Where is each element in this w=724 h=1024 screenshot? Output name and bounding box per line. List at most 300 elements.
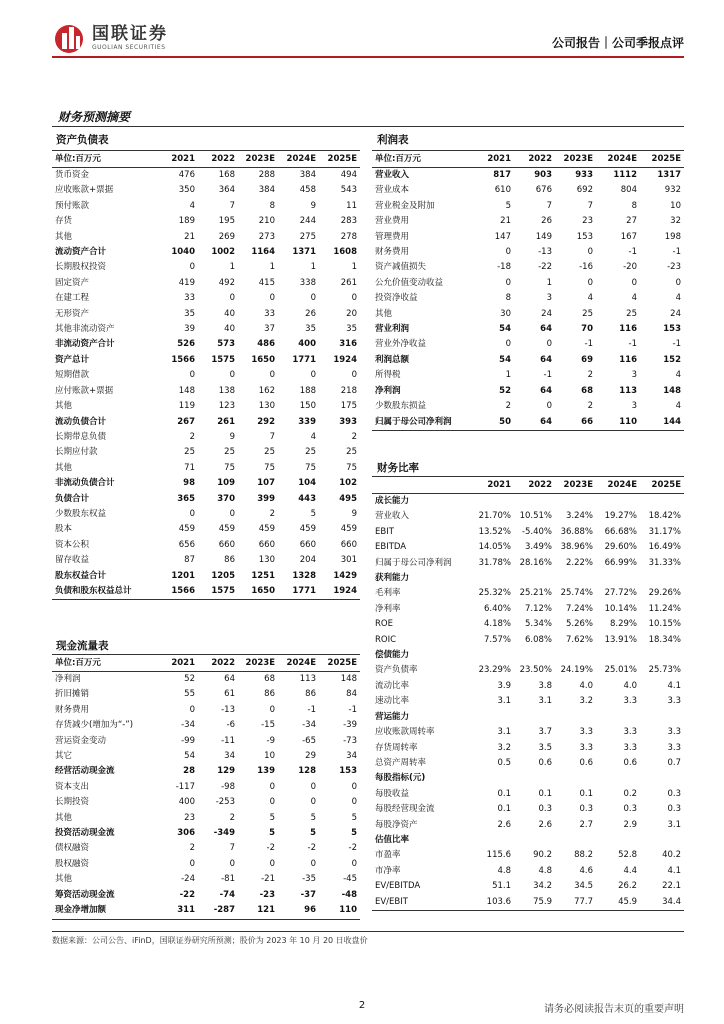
row-label: 负债和股东权益总计 — [52, 584, 158, 600]
row-label: 其他 — [55, 231, 73, 242]
cell-value: -73 — [343, 735, 357, 746]
cell-value: 150 — [299, 401, 316, 412]
row-label: 流动负债合计 — [55, 416, 107, 427]
cell-value: 399 — [257, 493, 275, 504]
row-label: 净利润 — [375, 385, 401, 396]
row-label: 股本 — [55, 524, 73, 535]
cell-value: 400 — [298, 339, 316, 350]
cell-value: 7.12% — [524, 603, 552, 614]
cell-value: 25.21% — [519, 588, 552, 599]
cell-value: 153 — [576, 231, 593, 242]
balance-sheet-table — [52, 150, 360, 600]
cell-value: 45.9 — [596, 895, 640, 911]
cell-value: 1 — [229, 262, 235, 273]
cell-value: 1201 — [171, 570, 195, 581]
cell-value: 458 — [299, 185, 316, 196]
cell-value: 5 — [310, 508, 316, 519]
column-header: 2025E — [319, 151, 360, 168]
cell-value: 55 — [184, 689, 195, 700]
table-row — [372, 802, 684, 817]
cell-value: 0 — [505, 277, 511, 288]
cell-value: -34 — [181, 720, 195, 731]
cell-value: 0 — [189, 508, 195, 519]
cell-value — [596, 571, 640, 586]
cell-value: 18.34% — [648, 634, 681, 645]
table-row — [372, 540, 684, 555]
cell-value — [640, 571, 684, 586]
cell-value: 0 — [351, 858, 357, 869]
cell-value: 0.5 — [497, 757, 511, 768]
table-row — [372, 895, 684, 911]
cell-value: 116 — [619, 354, 637, 365]
cell-value: 29.60% — [604, 542, 637, 553]
column-header: 单位:百万元 — [52, 151, 158, 168]
cell-value: 168 — [218, 170, 235, 180]
cell-value: -1 — [672, 339, 681, 350]
cell-value: 162 — [258, 385, 275, 396]
cell-value: 2 — [505, 401, 511, 412]
cell-value: 660 — [299, 539, 316, 550]
cell-value: 393 — [339, 416, 357, 427]
cell-value: 656 — [178, 539, 195, 550]
cell-value: -81 — [221, 874, 235, 885]
table-row — [52, 260, 360, 275]
cell-value: -24 — [181, 874, 195, 885]
cell-value: 610 — [494, 185, 511, 196]
cell-value: 306 — [177, 828, 195, 839]
row-label: 营业收入 — [375, 511, 410, 522]
table-header-row — [52, 151, 360, 168]
row-label: 存货减少(增加为“-”) — [55, 720, 134, 731]
table-row — [52, 168, 360, 184]
cell-value: -287 — [198, 903, 238, 919]
cell-value: 3.2 — [497, 742, 511, 753]
cell-value: 526 — [177, 339, 195, 350]
cell-value: 4.8 — [538, 865, 552, 876]
cell-value: 350 — [178, 185, 195, 196]
cell-value: 23.29% — [478, 665, 511, 676]
cell-value: 1575 — [211, 354, 235, 365]
row-label: 每股指标(元) — [375, 773, 426, 784]
cell-value: 68 — [264, 674, 275, 684]
table-row — [52, 522, 360, 537]
cell-value: 119 — [178, 401, 195, 412]
logo-english-name: GUOLIAN SECURITIES — [92, 44, 166, 51]
cell-value: 54 — [499, 324, 511, 335]
cell-value: -34 — [302, 720, 316, 731]
cell-value: 54 — [184, 751, 195, 762]
table-row — [372, 771, 684, 786]
cell-value: 0 — [189, 704, 195, 715]
ratios-title: 财务比率 — [377, 462, 419, 474]
table-row — [372, 679, 684, 694]
cell-value: 0 — [229, 508, 235, 519]
cell-value: -349 — [213, 828, 235, 839]
cell-value: 0 — [269, 781, 275, 792]
cell-value: -99 — [181, 735, 195, 746]
table-row — [52, 199, 360, 214]
cell-value: 139 — [257, 766, 275, 777]
cell-value — [555, 833, 596, 848]
row-label: 所得税 — [375, 370, 401, 381]
cell-value: 4 — [631, 293, 637, 304]
cell-value: 3.3 — [579, 742, 593, 753]
table-row — [52, 415, 360, 430]
row-label: 长期应付款 — [55, 447, 98, 458]
cell-value: 292 — [257, 416, 275, 427]
table-row — [52, 811, 360, 826]
cell-value: 9 — [310, 200, 316, 211]
cell-value: 4.0 — [623, 680, 637, 691]
row-label: 在建工程 — [55, 293, 90, 304]
cell-value: 3.3 — [667, 727, 681, 738]
table-row — [52, 492, 360, 507]
cell-value: -13 — [538, 247, 552, 258]
cell-value: 10.51% — [519, 511, 552, 522]
cell-value: 52 — [499, 385, 511, 396]
cell-value: 148 — [178, 385, 195, 396]
cell-value: 149 — [535, 231, 552, 242]
cell-value: 1 — [269, 262, 275, 273]
table-row — [372, 214, 684, 229]
cell-value: 25.01% — [604, 665, 637, 676]
cell-value: 189 — [178, 216, 195, 227]
cell-value: 66.99% — [604, 557, 637, 568]
cell-value: 365 — [177, 493, 195, 504]
cell-value: 8 — [631, 200, 637, 211]
table-row — [372, 368, 684, 383]
cell-value — [555, 648, 596, 663]
cell-value — [474, 710, 514, 725]
cell-value: -98 — [221, 781, 235, 792]
cell-value: 0.3 — [623, 804, 637, 815]
cell-value: 34.2 — [533, 881, 552, 892]
cell-value: 9 — [351, 508, 357, 519]
cell-value — [640, 494, 684, 510]
column-header: 单位:百万元 — [52, 655, 158, 672]
row-label: ROIC — [375, 634, 397, 645]
table-row — [372, 199, 684, 214]
cell-value: 384 — [299, 170, 316, 180]
table-row — [52, 780, 360, 795]
cell-value: 52 — [184, 674, 195, 684]
cell-value: 7 — [229, 200, 235, 211]
cell-value: 4.6 — [579, 865, 593, 876]
row-label: 其他 — [375, 308, 393, 319]
cell-value: 0 — [269, 797, 275, 808]
row-label: 存货 — [55, 216, 73, 227]
cell-value: -253 — [215, 797, 235, 808]
cell-value: 311 — [158, 903, 198, 919]
cell-value: 25 — [305, 447, 316, 458]
row-label: 市净率 — [375, 865, 401, 876]
cell-value: 0 — [631, 277, 637, 288]
table-row — [372, 586, 684, 601]
cell-value: 144 — [640, 415, 684, 431]
table-row — [52, 872, 360, 887]
cell-value: 261 — [340, 277, 357, 288]
cell-value: 25 — [224, 447, 235, 458]
row-label: 市盈率 — [375, 850, 401, 861]
row-label: 应收账款+票据 — [55, 185, 114, 196]
cell-value: 400 — [178, 797, 195, 808]
cell-value: 1650 — [238, 584, 278, 600]
cell-value: 3.3 — [623, 696, 637, 707]
cell-value: 0.2 — [623, 788, 637, 799]
cell-value: 29 — [305, 751, 316, 762]
column-header: 2021 — [474, 477, 514, 494]
row-label: 非流动资产合计 — [55, 339, 115, 350]
cell-value: 1924 — [333, 354, 357, 365]
table-row — [372, 663, 684, 678]
cell-value: 64 — [224, 674, 235, 684]
cell-value: -2 — [348, 843, 357, 854]
cell-value: 9 — [229, 431, 235, 442]
cell-value: 61 — [224, 689, 235, 700]
cell-value: 3.3 — [623, 742, 637, 753]
cell-value: 0.3 — [579, 804, 593, 815]
cell-value: 210 — [258, 216, 275, 227]
table-row — [52, 718, 360, 733]
table-row — [372, 509, 684, 524]
cell-value: -37 — [300, 889, 316, 900]
cell-value: 415 — [258, 277, 275, 288]
cell-value: 3.8 — [538, 680, 552, 691]
cell-value — [555, 710, 596, 725]
cell-value: 0 — [505, 339, 511, 350]
table-row — [52, 584, 360, 600]
cell-value: 3.7 — [538, 727, 552, 738]
cell-value: 27.72% — [604, 588, 637, 599]
cell-value: 0 — [310, 781, 316, 792]
row-label: 其他 — [55, 874, 73, 885]
cell-value: 3.9 — [497, 680, 511, 691]
cell-value: 66 — [555, 415, 596, 431]
cell-value: 2 — [351, 431, 357, 442]
table-row — [52, 795, 360, 810]
table-row — [372, 556, 684, 571]
cell-value: 109 — [217, 478, 235, 489]
income-statement-title: 利润表 — [377, 134, 409, 146]
cell-value: 102 — [339, 478, 357, 489]
cell-value: -2 — [307, 843, 316, 854]
table-row — [52, 230, 360, 245]
cell-value: 5 — [269, 828, 275, 839]
cell-value: 0.6 — [623, 757, 637, 768]
row-label: 应收账款周转率 — [375, 727, 435, 738]
row-label: 长期投资 — [55, 797, 90, 808]
cell-value: 4.1 — [667, 680, 681, 691]
cell-value: 0 — [351, 293, 357, 304]
cell-value: 5.26% — [565, 619, 593, 630]
cashflow-table — [52, 654, 360, 920]
row-label: 营运能力 — [375, 711, 410, 722]
table-row — [52, 734, 360, 749]
cell-value: 4 — [310, 431, 316, 442]
cell-value: 5 — [310, 812, 316, 823]
cell-value: 573 — [217, 339, 235, 350]
row-label: 营业税金及附加 — [375, 200, 435, 211]
cell-value: 4.4 — [623, 865, 637, 876]
cell-value: 3.1 — [538, 696, 552, 707]
cell-value: 21 — [184, 231, 195, 242]
row-label: 投资活动现金流 — [55, 828, 115, 839]
cell-value: 138 — [218, 385, 235, 396]
cell-value: 167 — [620, 231, 637, 242]
cell-value: 10.14% — [604, 603, 637, 614]
cell-value: 23 — [582, 216, 593, 227]
table-row — [52, 445, 360, 460]
table-row — [372, 337, 684, 352]
cell-value: 492 — [218, 277, 235, 288]
cell-value: -1 — [307, 704, 316, 715]
row-label: 非流动负债合计 — [55, 478, 115, 489]
cell-value: 148 — [340, 674, 357, 684]
cell-value: 275 — [299, 231, 316, 242]
cashflow-title: 现金流量表 — [56, 640, 109, 652]
cell-value: 660 — [258, 539, 275, 550]
cell-value: 1771 — [278, 584, 319, 600]
table-row — [372, 694, 684, 709]
cell-value: 1575 — [198, 584, 238, 600]
table-row — [52, 337, 360, 352]
cell-value: 4.0 — [579, 680, 593, 691]
cell-value: 6.40% — [483, 603, 511, 614]
row-label: 货币资金 — [55, 170, 90, 180]
cell-value: 2 — [587, 370, 593, 381]
cell-value: 3.1 — [497, 696, 511, 707]
row-label: 无形资产 — [55, 308, 90, 319]
table-row — [52, 214, 360, 229]
cell-value: 2.6 — [538, 819, 552, 830]
row-label: 应付账款+票据 — [55, 385, 114, 396]
cell-value: 3.3 — [667, 696, 681, 707]
cell-value: 40 — [224, 308, 235, 319]
column-header: 2021 — [158, 655, 198, 672]
cell-value: 38.96% — [560, 542, 593, 553]
cell-value: 0 — [351, 797, 357, 808]
cell-value: 1 — [351, 262, 357, 273]
table-row — [52, 353, 360, 368]
row-label: 资产总计 — [55, 354, 90, 365]
cell-value — [640, 771, 684, 786]
cell-value: 494 — [340, 170, 357, 180]
cell-value: 692 — [576, 185, 593, 196]
cell-value: -1 — [672, 247, 681, 258]
table-row — [52, 857, 360, 872]
cell-value: 19.27% — [604, 511, 637, 522]
cell-value: 0.1 — [538, 788, 552, 799]
section-title-rule — [52, 126, 684, 127]
cell-value: 261 — [217, 416, 235, 427]
cell-value: 0.3 — [667, 788, 681, 799]
cell-value: 39 — [184, 324, 195, 335]
company-logo — [52, 18, 168, 58]
cell-value: 25.73% — [648, 665, 681, 676]
cell-value: 4 — [675, 370, 681, 381]
column-header: 2024E — [278, 655, 319, 672]
cell-value: 68 — [581, 385, 593, 396]
cell-value: 933 — [575, 170, 593, 180]
cell-value: 148 — [663, 385, 681, 396]
cell-value: 4 — [587, 293, 593, 304]
cell-value: 195 — [218, 216, 235, 227]
cell-value: 128 — [298, 766, 316, 777]
row-label: 每股净资产 — [375, 819, 418, 830]
cell-value: 5 — [269, 812, 275, 823]
cell-value: 21 — [500, 216, 511, 227]
row-label: EBIT — [375, 526, 394, 537]
cell-value: 2 — [587, 401, 593, 412]
cell-value — [596, 494, 640, 510]
row-label: EBITDA — [375, 542, 407, 553]
table-row — [372, 494, 684, 510]
cell-value: 20 — [346, 308, 357, 319]
column-header: 2023E — [238, 151, 278, 168]
table-row — [372, 399, 684, 414]
table-row — [52, 245, 360, 260]
cell-value: 459 — [299, 524, 316, 535]
cell-value: 4 — [675, 401, 681, 412]
cell-value: 0.1 — [497, 804, 511, 815]
cell-value: 283 — [340, 216, 357, 227]
table-row — [372, 353, 684, 368]
cell-value: -39 — [343, 720, 357, 731]
cell-value — [514, 771, 555, 786]
cell-value — [640, 648, 684, 663]
row-label: 获利能力 — [375, 573, 410, 584]
column-header: 单位:百万元 — [372, 151, 474, 168]
table-row — [52, 430, 360, 445]
cell-value: -13 — [221, 704, 235, 715]
cell-value: -1 — [543, 370, 552, 381]
column-header — [372, 477, 474, 494]
cell-value: 5 — [505, 200, 511, 211]
table-row — [372, 276, 684, 291]
row-label: 每股收益 — [375, 788, 410, 799]
cell-value: -23 — [667, 262, 681, 273]
cell-value — [596, 771, 640, 786]
column-header: 2025E — [640, 151, 684, 168]
table-header-row — [52, 655, 360, 672]
row-label: 股东权益合计 — [55, 570, 107, 581]
row-label: 每股经营现金流 — [375, 804, 435, 815]
cell-value: 86 — [224, 555, 235, 566]
cell-value: 75 — [224, 462, 235, 473]
cell-value: 0 — [189, 262, 195, 273]
cell-value: 3.3 — [623, 727, 637, 738]
table-row — [372, 183, 684, 198]
cell-value: 147 — [494, 231, 511, 242]
row-label: 少数股东权益 — [55, 508, 107, 519]
cell-value: -16 — [579, 262, 593, 273]
cell-value: 3.2 — [579, 696, 593, 707]
cell-value: -5.40% — [521, 526, 552, 537]
table-row — [372, 848, 684, 863]
row-label: 其他 — [55, 462, 73, 473]
cell-value: 104 — [298, 478, 316, 489]
table-row — [372, 245, 684, 260]
cell-value: 31.33% — [648, 557, 681, 568]
cell-value: -48 — [341, 889, 357, 900]
row-label: 归属于母公司净利润 — [372, 415, 474, 431]
logo-chinese-name: 国联证券 — [92, 24, 168, 44]
table-row — [52, 183, 360, 198]
cell-value: -6 — [226, 720, 235, 731]
row-label: 短期借款 — [55, 370, 90, 381]
table-row — [372, 818, 684, 833]
row-label: 营运资金变动 — [55, 735, 107, 746]
